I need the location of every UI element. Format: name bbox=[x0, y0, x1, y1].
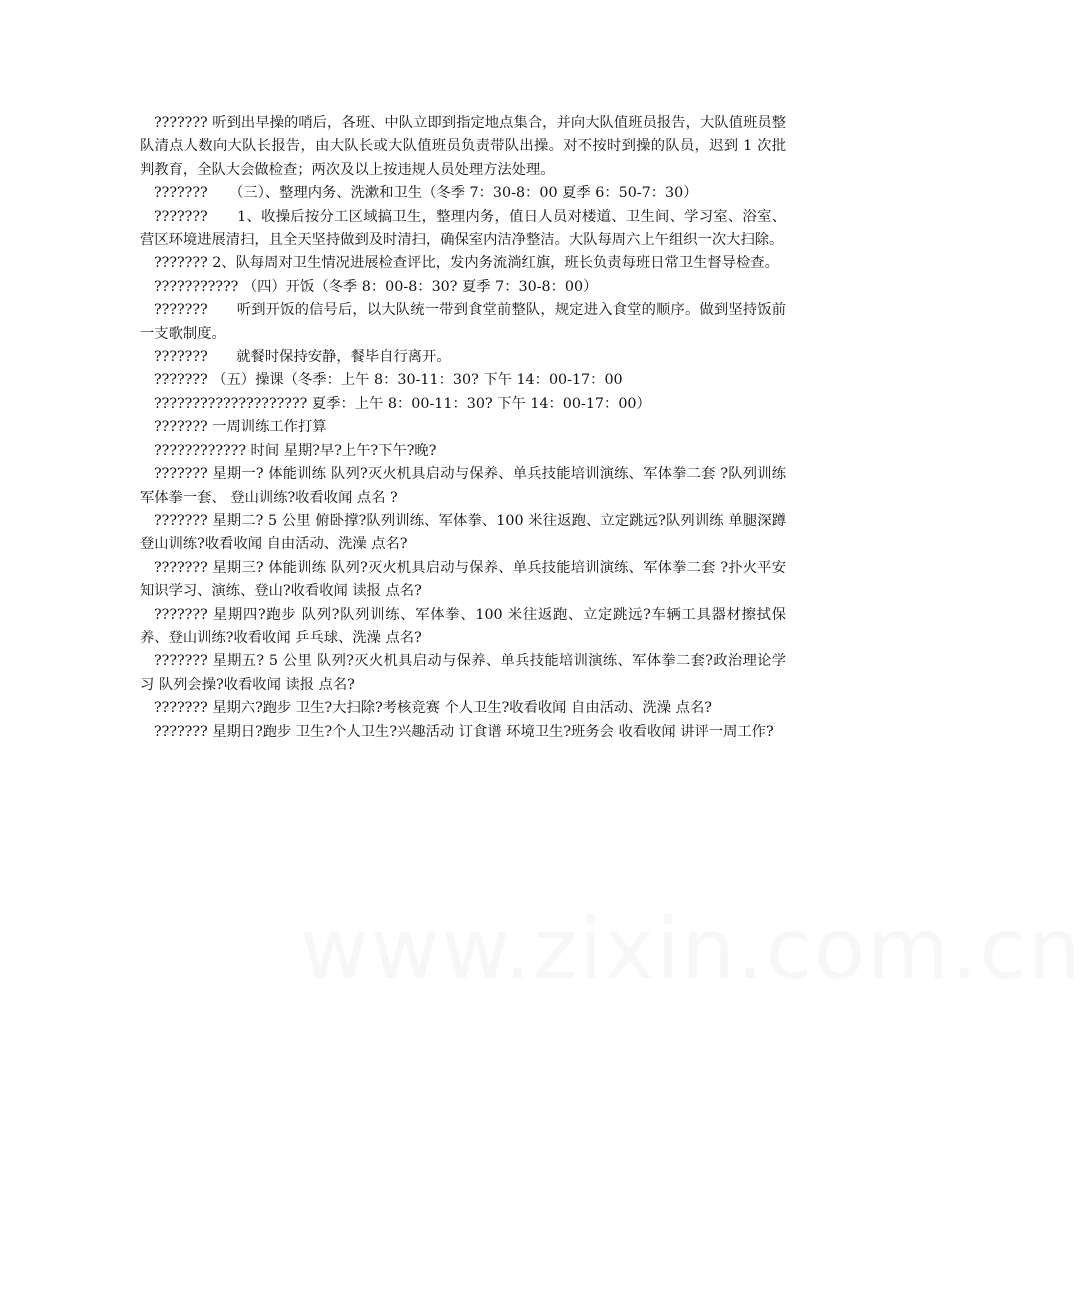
document-body bbox=[140, 112, 786, 744]
paragraph-schedule-saturday: ??????? 星期六?跑步 卫生?大扫除?考核竞赛 个人卫生?收看收闻 自由活动、洗澡 点名? bbox=[154, 700, 712, 717]
paragraph-weekly-inspection: ??????? 2、队每周对卫生情况进展检查评比，发内务流淌红旗，班长负责每班日常卫生督导检查。 bbox=[154, 255, 779, 272]
paragraph-meal-assembly: ??????? 听到开饭的信号后，以大队统一带到食堂前整队，规定进入食堂的顺序。做到坚持饭前一支歌制度。 bbox=[140, 302, 786, 342]
paragraph-schedule-sunday: ??????? 星期日?跑步 卫生?个人卫生?兴趣活动 订食谱 环境卫生?班务会 收看收闻 讲评一周工作? bbox=[154, 723, 774, 740]
paragraph-schedule-thursday: ??????? 星期四?跑步 队列?队列训练、军体拳、100 米往返跑、立定跳远?车辆工具器材擦拭保养、登山训练?收看收闻 乒乓球、洗澡 点名? bbox=[140, 606, 786, 646]
paragraph-schedule-monday: ??????? 星期一? 体能训练 队列?灭火机具启动与保养、单兵技能培训演练、军体拳二套 ?队列训练 军体拳一套、 登山训练?收看收闻 点名 ? bbox=[140, 466, 786, 506]
paragraph-cleaning-duties: ??????? 1、收操后按分工区域搞卫生，整理内务，值日人员对楼道、卫生间、学习室、浴室、营区环境进展清扫，且全天坚持做到及时清扫，确保室内洁净整洁。大队每周六上午组织一次大扫除。 bbox=[140, 208, 786, 249]
paragraph-heading-housekeeping: ??????? （三）、整理内务、洗漱和卫生（冬季 7：30-8：00 夏季 6：50-7：30） bbox=[154, 185, 698, 202]
paragraph-training-summer: ???????????????????? 夏季：上午 8：00-11：30? 下午 14：00-17：00） bbox=[154, 395, 651, 412]
paragraph-heading-training-winter: ??????? （五）操课（冬季：上午 8：30-11：30? 下午 14：00-17：00 bbox=[154, 372, 623, 389]
paragraph-morning-drill: ??????? 听到出早操的哨后，各班、中队立即到指定地点集合，并向大队值班员报告，大队值班员整队清点人数向大队长报告，由大队长或大队值班员负责带队出操。对不按时到操的队员，迟到 1 次批判教育，全队大会做检查；两次及以上按违规人员处理方法处理。 bbox=[140, 115, 786, 178]
paragraph-schedule-header: ???????????? 时间 星期?早?上午?下午?晚? bbox=[154, 442, 437, 459]
paragraph-weekly-plan-title: ??????? 一周训练工作打算 bbox=[154, 419, 327, 436]
paragraph-schedule-friday: ??????? 星期五? 5 公里 队列?灭火机具启动与保养、单兵技能培训演练、军体拳二套?政治理论学习 队列会操?收看收闻 读报 点名? bbox=[140, 653, 786, 693]
paragraph-schedule-wednesday: ??????? 星期三? 体能训练 队列?灭火机具启动与保养、单兵技能培训演练、军体拳二套 ?扑火平安知识学习、演练、登山?收看收闻 读报 点名? bbox=[140, 559, 786, 600]
watermark: www.zixin.com.cn bbox=[300, 900, 1083, 998]
paragraph-schedule-tuesday: ??????? 星期二? 5 公里 俯卧撑?队列训练、军体拳、100 米往返跑、立定跳远?队列训练 单腿深蹲 登山训练?收看收闻 自由活动、洗澡 点名? bbox=[140, 512, 786, 553]
paragraph-heading-meals: ??????????? （四）开饭（冬季 8：00-8：30? 夏季 7：30-8：00） bbox=[154, 278, 598, 295]
paragraph-meal-conduct: ??????? 就餐时保持安静，餐毕自行离开。 bbox=[154, 349, 451, 366]
